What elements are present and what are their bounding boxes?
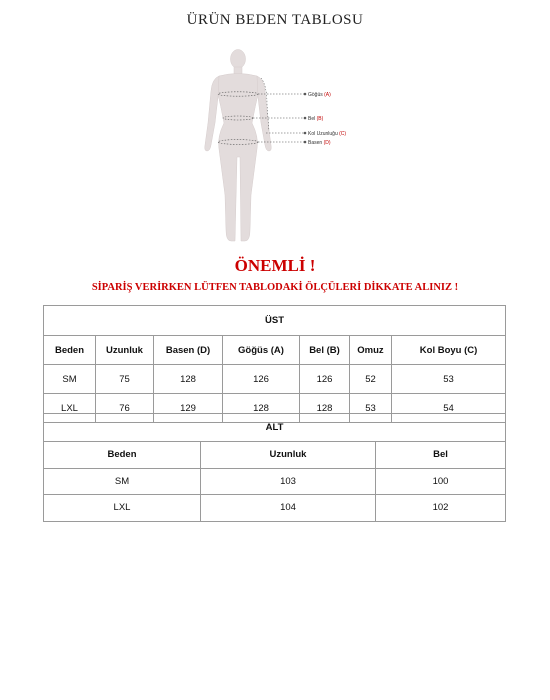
table-cell: LXL — [44, 394, 96, 423]
column-header: Kol Boyu (C) — [392, 336, 506, 365]
table-cell: 103 — [201, 468, 376, 495]
top-size-table — [43, 305, 506, 423]
label-hip: Basen (D) — [308, 140, 331, 146]
table-cell: 75 — [96, 365, 154, 394]
table-cell: 53 — [392, 365, 506, 394]
table-cell: SM — [44, 468, 201, 495]
table-cell: 53 — [350, 394, 392, 423]
table-cell: 126 — [300, 365, 350, 394]
table-cell: 128 — [300, 394, 350, 423]
top-table-title: ÜST — [44, 306, 506, 336]
mannequin-silhouette-icon — [195, 45, 365, 245]
order-notice: SİPARİŞ VERİRKEN LÜTFEN TABLODAKİ ÖLÇÜLERİ DİKKATE ALINIZ ! — [91, 282, 459, 293]
table-cell: 102 — [376, 495, 506, 522]
column-header: Uzunluk — [201, 442, 376, 469]
column-header: Uzunluk — [96, 336, 154, 365]
bottom-size-table — [43, 413, 506, 522]
table-cell: LXL — [44, 495, 201, 522]
table-cell: 129 — [154, 394, 223, 423]
label-sleeve-length: Kol Uzunluğu (C) — [308, 131, 347, 137]
label-waist: Bel (B) — [308, 116, 324, 122]
column-header: Bel (B) — [300, 336, 350, 365]
body-measurement-figure — [195, 45, 365, 245]
column-header: Beden — [44, 336, 96, 365]
table-cell: 100 — [376, 468, 506, 495]
table-row — [44, 495, 506, 522]
table-cell: 126 — [223, 365, 300, 394]
column-header: Basen (D) — [154, 336, 223, 365]
table-cell: 52 — [350, 365, 392, 394]
column-header: Bel — [376, 442, 506, 469]
table-row — [44, 468, 506, 495]
table-cell: 128 — [223, 394, 300, 423]
table-cell: 54 — [392, 394, 506, 423]
important-heading: ÖNEMLİ ! — [234, 256, 316, 275]
column-header: Beden — [44, 442, 201, 469]
column-header: Göğüs (A) — [223, 336, 300, 365]
table-cell: SM — [44, 365, 96, 394]
table-cell: 104 — [201, 495, 376, 522]
table-cell: 128 — [154, 365, 223, 394]
bottom-table-title: ALT — [44, 414, 506, 442]
table-cell: 76 — [96, 394, 154, 423]
table-row — [44, 365, 506, 394]
column-header: Omuz — [350, 336, 392, 365]
label-chest: Göğüs (A) — [308, 92, 331, 98]
page-title: ÜRÜN BEDEN TABLOSU — [186, 12, 364, 28]
